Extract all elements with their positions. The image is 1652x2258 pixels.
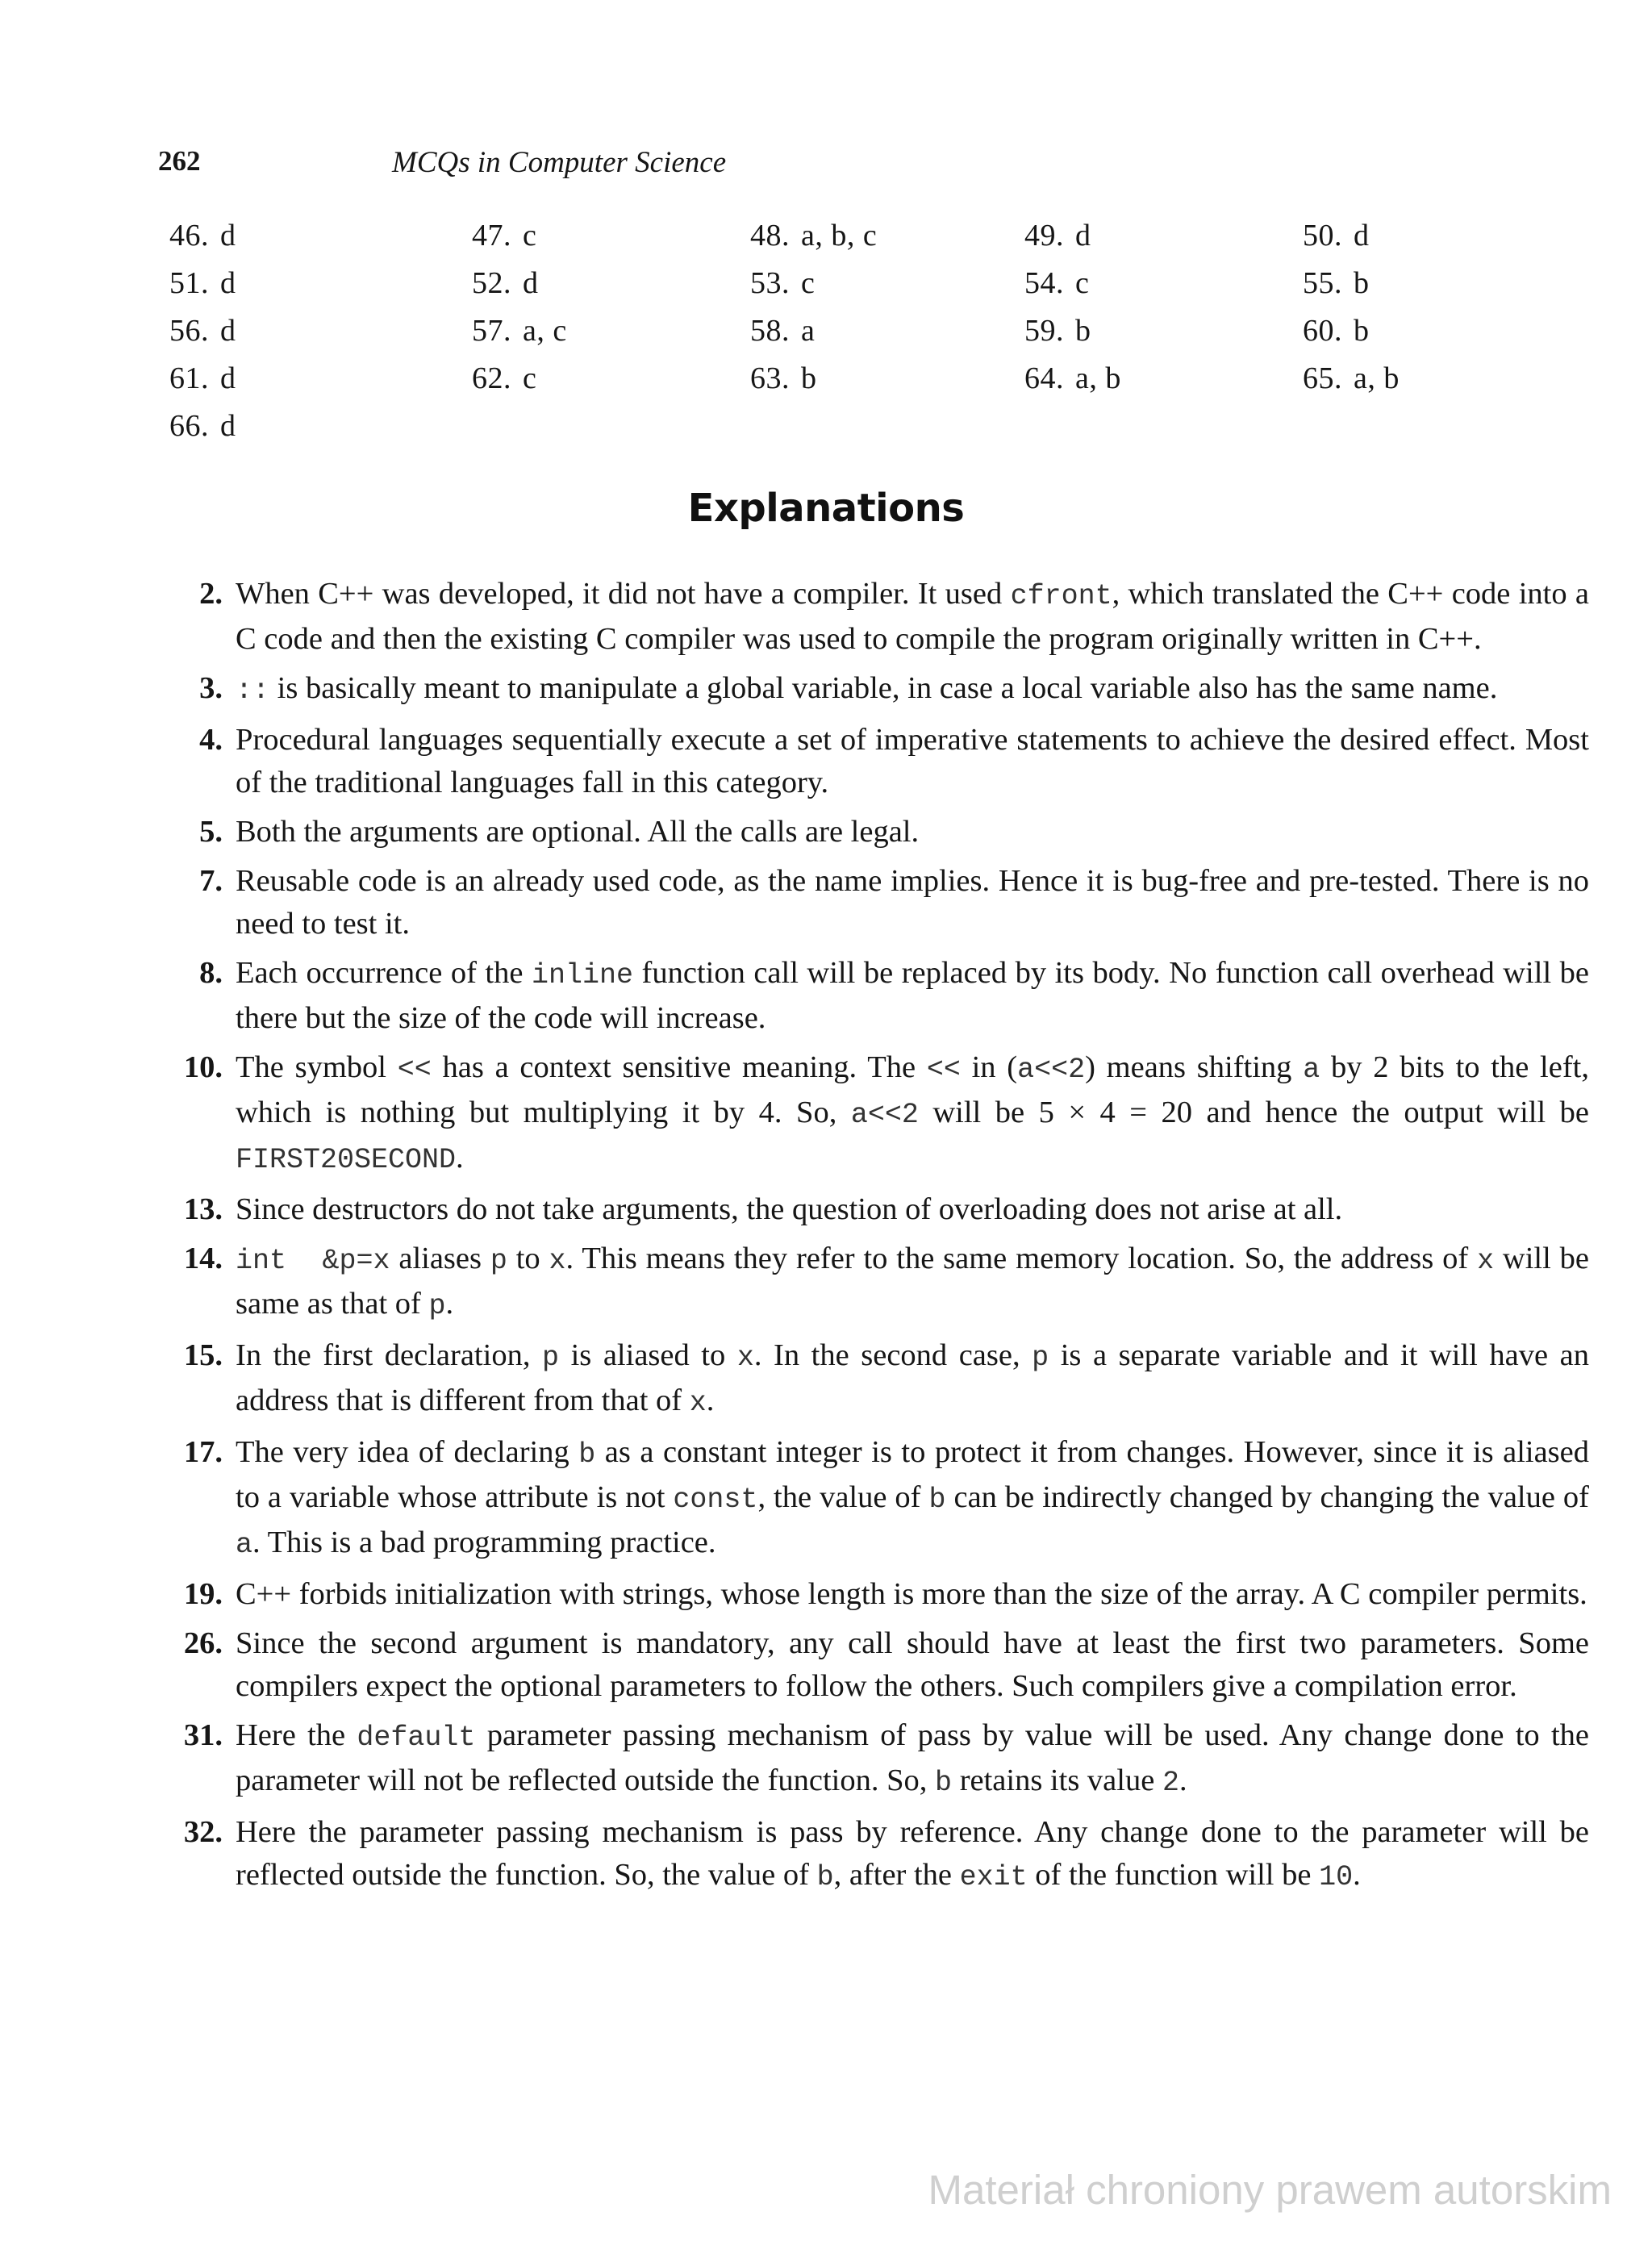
- page-number: 262: [158, 145, 201, 177]
- explanation-text: Reusable code is an already used code, as the name implies. Hence it is bug-free and pre-tested. There is no need to test it.: [236, 864, 1589, 941]
- explanation-text: can be indirectly changed by changing the value of: [945, 1480, 1589, 1514]
- answer-number: 51.: [169, 266, 209, 300]
- answer-value: a, c: [523, 314, 567, 348]
- answer-value: a, b: [1075, 361, 1121, 395]
- answer-item: [169, 265, 236, 301]
- explanation-text: The very idea of declaring: [236, 1435, 579, 1469]
- copyright-watermark: Materiał chroniony prawem autorskim: [928, 2167, 1612, 2213]
- explanation-text: Since destructors do not take arguments, the question of overloading does not arise at all.: [236, 1192, 1343, 1226]
- code-snippet: FIRST20SECOND: [236, 1144, 457, 1176]
- code-snippet: const: [673, 1484, 758, 1516]
- code-snippet: x: [549, 1245, 566, 1277]
- explanation-number: 4.: [199, 723, 223, 757]
- answer-item: [472, 313, 567, 349]
- explanation-text: C++ forbids initialization with strings, whose length is more than the size of the array. A C compiler permits.: [236, 1577, 1587, 1611]
- answer-value: d: [1354, 219, 1370, 253]
- explanation-number: 32.: [183, 1815, 223, 1849]
- code-snippet: 10: [1319, 1861, 1354, 1893]
- explanation-text: . In the second case,: [753, 1338, 1032, 1372]
- explanation-number: 3.: [199, 671, 223, 705]
- explanation-text: .: [706, 1384, 715, 1417]
- code-snippet: a<<2: [1017, 1054, 1086, 1086]
- answer-item: [169, 361, 236, 396]
- explanation-text: , which translated the C++ code into a C code and then the existing C compiler was used to compile the program originally written in C++.: [236, 577, 1590, 656]
- answer-item: [169, 218, 236, 253]
- answer-value: a, b: [1354, 361, 1400, 395]
- explanation-item: [161, 811, 1589, 854]
- answer-number: 63.: [750, 361, 790, 395]
- answer-item: [1303, 265, 1370, 301]
- explanation-item: [161, 667, 1589, 712]
- explanation-item: [161, 1188, 1589, 1231]
- answer-item: [472, 361, 536, 396]
- answer-item: [472, 218, 536, 253]
- code-snippet: <<: [397, 1054, 432, 1086]
- explanation-text: as a constant integer is to protect it from changes. However, since it is aliased to a variable whose attribute is not: [236, 1435, 1589, 1514]
- explanation-number: 8.: [199, 956, 223, 990]
- answer-value: c: [1075, 266, 1090, 300]
- code-snippet: b: [928, 1484, 946, 1516]
- explanation-text: .: [445, 1287, 454, 1321]
- answer-row: [169, 361, 1541, 408]
- answer-value: d: [220, 219, 236, 253]
- explanation-number: 17.: [183, 1435, 223, 1469]
- explanation-text: In the first declaration,: [236, 1338, 543, 1372]
- answer-number: 55.: [1303, 266, 1342, 300]
- explanation-number: 7.: [199, 864, 223, 898]
- explanation-item: [161, 1714, 1589, 1805]
- code-snippet: b: [578, 1438, 596, 1471]
- answer-value: d: [1075, 219, 1091, 253]
- explanation-text: The symbol: [236, 1050, 398, 1084]
- answer-row: [169, 218, 1541, 265]
- explanation-number: 26.: [183, 1626, 223, 1660]
- answer-item: [169, 313, 236, 349]
- explanation-text: Here the: [236, 1718, 357, 1752]
- explanation-item: [161, 860, 1589, 945]
- explanation-text: Both the arguments are optional. All the calls are legal.: [236, 815, 920, 849]
- code-snippet: exit: [959, 1861, 1028, 1893]
- explanations-list: [161, 573, 1589, 1905]
- answer-value: d: [220, 266, 236, 300]
- answer-number: 58.: [750, 314, 790, 348]
- explanation-text: Here the parameter passing mechanism is pass by reference. Any change done to the parameter will be reflected outside the function. So, the value of: [236, 1815, 1589, 1892]
- code-snippet: x: [1477, 1245, 1495, 1277]
- answer-number: 57.: [472, 314, 511, 348]
- section-heading: Explanations: [687, 486, 965, 531]
- answer-number: 64.: [1024, 361, 1064, 395]
- code-snippet: 2: [1162, 1767, 1179, 1799]
- answer-key: [169, 218, 1541, 456]
- answer-item: [750, 218, 877, 253]
- code-snippet: x: [736, 1342, 754, 1374]
- answer-value: d: [220, 361, 236, 395]
- answer-item: [750, 313, 815, 349]
- answer-number: 46.: [169, 219, 209, 253]
- explanation-item: [161, 1431, 1589, 1567]
- explanation-item: [161, 719, 1589, 804]
- answer-number: 48.: [750, 219, 790, 253]
- explanation-item: [161, 573, 1589, 661]
- answer-number: 59.: [1024, 314, 1064, 348]
- code-snippet: a: [236, 1529, 253, 1561]
- answer-value: b: [1354, 266, 1370, 300]
- answer-value: c: [523, 219, 537, 253]
- code-snippet: inline: [531, 959, 633, 991]
- answer-value: b: [1354, 314, 1370, 348]
- explanation-number: 13.: [183, 1192, 223, 1226]
- explanation-text: is aliased to: [559, 1338, 737, 1372]
- explanation-text: ) means shifting: [1085, 1050, 1304, 1084]
- answer-row: [169, 408, 1541, 456]
- explanation-text: parameter passing mechanism of pass by value will be used. Any change done to the parameter will not be reflected outside the function. So,: [236, 1718, 1589, 1797]
- explanation-text: will be 5 × 4 = 20 and hence the output will be: [918, 1096, 1589, 1129]
- explanation-text: retains its value: [952, 1763, 1162, 1797]
- explanation-text: to: [507, 1242, 549, 1275]
- explanation-text: by 2 bits to the left, which is nothing but multiplying it by 4. So,: [236, 1050, 1589, 1129]
- explanation-item: [161, 1046, 1589, 1182]
- explanation-number: 15.: [183, 1338, 223, 1372]
- answer-item: [750, 265, 815, 301]
- answer-number: 50.: [1303, 219, 1342, 253]
- answer-row: [169, 313, 1541, 361]
- answer-number: 53.: [750, 266, 790, 300]
- answer-number: 65.: [1303, 361, 1342, 395]
- explanation-text: Procedural languages sequentially execute a set of imperative statements to achieve the desired effect. Most of the traditional languages fall in this category.: [236, 723, 1589, 799]
- code-snippet: b: [816, 1861, 834, 1893]
- answer-item: [472, 265, 539, 301]
- answer-number: 52.: [472, 266, 511, 300]
- answer-value: b: [801, 361, 817, 395]
- answer-value: d: [523, 266, 539, 300]
- explanation-number: 2.: [199, 577, 223, 611]
- explanation-text: . This is a bad programming practice.: [252, 1526, 716, 1559]
- answer-item: [1303, 218, 1370, 253]
- code-snippet: ::: [236, 674, 270, 707]
- code-snippet: x: [689, 1387, 707, 1419]
- explanation-text: is a separate variable and it will have an address that is different from that of: [236, 1338, 1589, 1417]
- code-snippet: p: [428, 1290, 446, 1322]
- answer-item: [1024, 265, 1089, 301]
- code-snippet: p: [490, 1245, 507, 1277]
- answer-value: c: [801, 266, 816, 300]
- answer-number: 56.: [169, 314, 209, 348]
- answer-item: [1024, 218, 1091, 253]
- explanation-text: .: [1353, 1858, 1361, 1892]
- explanation-item: [161, 1334, 1589, 1425]
- explanation-text: Since the second argument is mandatory, any call should have at least the first two parameters. Some compilers expect the optional parameters to follow the others. Such compilers give a compilation error.: [236, 1626, 1589, 1703]
- explanation-item: [161, 1238, 1589, 1328]
- answer-number: 47.: [472, 219, 511, 253]
- answer-number: 54.: [1024, 266, 1064, 300]
- answer-item: [1024, 361, 1121, 396]
- answer-item: [169, 408, 236, 444]
- code-snippet: <<: [926, 1054, 961, 1086]
- answer-item: [1303, 361, 1400, 396]
- code-snippet: b: [935, 1767, 953, 1799]
- explanation-item: [161, 1573, 1589, 1616]
- explanation-text: .: [456, 1141, 464, 1175]
- answer-number: 60.: [1303, 314, 1342, 348]
- explanation-number: 19.: [183, 1577, 223, 1611]
- code-snippet: a<<2: [850, 1099, 919, 1131]
- explanation-item: [161, 952, 1589, 1040]
- explanation-number: 5.: [199, 815, 223, 849]
- code-snippet: p: [1032, 1342, 1049, 1374]
- answer-item: [750, 361, 817, 396]
- answer-number: 61.: [169, 361, 209, 395]
- code-snippet: cfront: [1010, 580, 1112, 612]
- answer-item: [1024, 313, 1091, 349]
- answer-number: 66.: [169, 409, 209, 443]
- answer-value: c: [523, 361, 537, 395]
- explanation-text: . This means they refer to the same memory location. So, the address of: [565, 1242, 1478, 1275]
- explanation-item: [161, 1622, 1589, 1708]
- code-snippet: default: [357, 1722, 476, 1754]
- explanation-text: , after the: [833, 1858, 960, 1892]
- explanation-number: 31.: [183, 1718, 223, 1752]
- answer-value: d: [220, 314, 236, 348]
- explanation-text: has a context sensitive meaning. The: [431, 1050, 927, 1084]
- answer-number: 62.: [472, 361, 511, 395]
- answer-value: a, b, c: [801, 219, 878, 253]
- explanation-text: aliases: [390, 1242, 490, 1275]
- answer-value: b: [1075, 314, 1091, 348]
- code-snippet: int &p=x: [236, 1245, 390, 1277]
- explanation-number: 10.: [183, 1050, 223, 1084]
- code-snippet: a: [1303, 1054, 1320, 1086]
- explanation-text: .: [1179, 1763, 1187, 1797]
- explanation-number: 14.: [183, 1242, 223, 1275]
- explanation-text: When C++ was developed, it did not have a compiler. It used: [236, 577, 1011, 611]
- explanation-text: of the function will be: [1027, 1858, 1320, 1892]
- answer-value: a: [801, 314, 816, 348]
- answer-number: 49.: [1024, 219, 1064, 253]
- explanation-text: is basically meant to manipulate a global variable, in case a local variable also has the same name.: [269, 671, 1498, 705]
- explanation-text: , the value of: [757, 1480, 929, 1514]
- running-title: MCQs in Computer Science: [392, 146, 727, 179]
- explanation-item: [161, 1811, 1589, 1899]
- answer-row: [169, 265, 1541, 313]
- code-snippet: p: [542, 1342, 560, 1374]
- answer-value: d: [220, 409, 236, 443]
- explanation-text: function call will be replaced by its body. No function call overhead will be there but the size of the code will increase.: [236, 956, 1589, 1035]
- explanation-text: in (: [960, 1050, 1018, 1084]
- answer-item: [1303, 313, 1370, 349]
- explanation-text: Each occurrence of the: [236, 956, 532, 990]
- explanation-text: will be same as that of: [236, 1242, 1590, 1321]
